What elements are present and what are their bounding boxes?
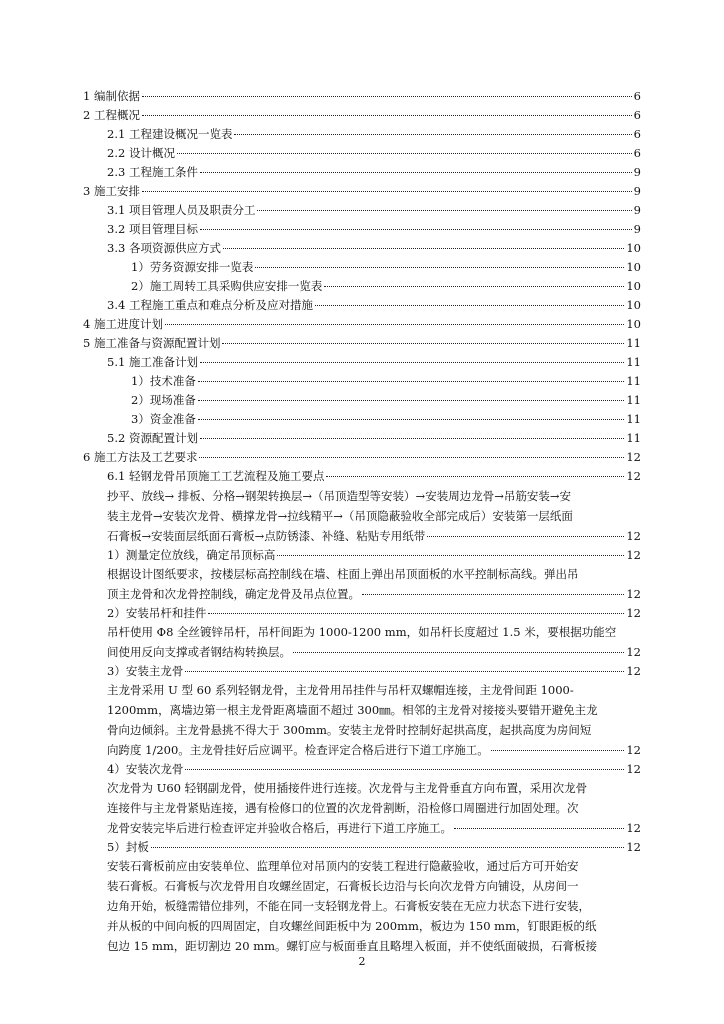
toc-entry[interactable] <box>0 334 641 352</box>
toc-entry[interactable] <box>0 182 641 200</box>
toc-leader <box>185 671 624 672</box>
toc-leader <box>177 153 632 154</box>
toc-entry[interactable] <box>0 277 641 295</box>
page-number: 2 <box>358 955 366 968</box>
toc-title: 4 施工进度计划 <box>83 317 163 331</box>
flow-text: 抄平、放线→ 排板、分格→钢架转换层→（吊顶造型等安装）→安装周边龙骨→吊筋安装→安 <box>107 489 571 503</box>
toc-leader <box>200 229 632 230</box>
toc-title: 2 工程概况 <box>83 108 140 122</box>
toc-page: 9 <box>633 165 641 179</box>
toc-leader <box>362 594 624 595</box>
flow-text: 石膏板→安装面层纸面石膏板→点防锈漆、补缝、粘贴专用纸带 <box>107 529 426 543</box>
toc-leader <box>200 362 624 363</box>
toc-entry[interactable] <box>0 239 641 257</box>
toc-leader <box>151 847 625 848</box>
toc-leader <box>454 828 624 829</box>
toc-leader <box>315 305 624 306</box>
toc-leader <box>324 286 624 287</box>
toc-title: 3.4 工程施工重点和难点分析及应对措施 <box>107 298 313 312</box>
toc-page: 11 <box>626 374 641 388</box>
toc-leader <box>185 769 624 770</box>
toc-entry[interactable] <box>0 163 641 181</box>
toc-title: 5 施工准备与资源配置计划 <box>83 336 221 350</box>
toc-entry[interactable] <box>0 106 641 124</box>
toc-leader <box>223 248 624 249</box>
body-line: 连接件与主龙骨紧贴连接，遇有检修口的位置的次龙骨割断，沿检修口周圈进行加固处理。次 <box>107 801 579 815</box>
section-title: 4）安装次龙骨 <box>107 762 184 776</box>
toc-leader <box>427 536 624 537</box>
toc-entry[interactable] <box>0 144 641 162</box>
body-line: 龙骨安装完毕后进行检查评定并验收合格后，再进行下道工序施工。 <box>107 821 452 835</box>
toc-page: 11 <box>626 431 641 445</box>
toc-entry[interactable] <box>0 838 641 856</box>
body-line: 包边 15 mm，距切割边 20 mm。螺钉应与板面垂直且略埋入板面，并不使纸面破损，石膏板接 <box>107 939 598 953</box>
toc-entry[interactable] <box>0 662 641 680</box>
toc-entry[interactable] <box>0 585 641 603</box>
toc-page: 12 <box>626 529 641 543</box>
toc-page: 12 <box>626 469 641 483</box>
toc-title: 6.1 轻钢龙骨吊顶施工工艺流程及施工要点 <box>107 469 325 483</box>
toc-entry[interactable] <box>0 467 641 485</box>
body-line: 并从板的中间向板的四周固定，自攻螺丝间距板中为 200mm，板边为 150 mm，钉眼距板的纸 <box>107 919 597 933</box>
toc-entry[interactable] <box>0 643 641 661</box>
toc-leader <box>277 555 624 556</box>
toc-entry[interactable] <box>0 760 641 778</box>
body-line: 安装石膏板前应由安装单位、监理单位对吊顶内的安装工程进行隐蔽验收，通过后方可开始安 <box>107 859 579 873</box>
toc-entry[interactable] <box>0 220 641 238</box>
toc-leader <box>198 381 625 382</box>
toc-page: 11 <box>626 412 641 426</box>
toc-page: 10 <box>626 279 641 293</box>
toc-page: 10 <box>626 298 641 312</box>
toc-title: 3.2 项目管理目标 <box>107 222 198 236</box>
body-line: 顶主龙骨和次龙骨控制线，确定龙骨及吊点位置。 <box>107 587 360 601</box>
section-title: 1）测量定位放线，确定吊顶标高 <box>107 548 276 562</box>
toc-page: 10 <box>626 317 641 331</box>
toc-title: 3.1 项目管理人员及职责分工 <box>107 203 256 217</box>
toc-title: 3.3 各项资源供应方式 <box>107 241 221 255</box>
body-line: 1200mm，离墙边第一根主龙骨距离墙面不超过 300㎜。相邻的主龙骨对接接头要错开避免主龙 <box>107 703 598 717</box>
toc-leader <box>293 652 624 653</box>
toc-entry[interactable] <box>0 546 641 564</box>
toc-title: 1）技术准备 <box>131 374 196 388</box>
toc-title: 3 施工安排 <box>83 184 140 198</box>
toc-entry[interactable] <box>0 296 641 314</box>
toc-page: 12 <box>626 743 641 757</box>
toc-leader <box>198 419 625 420</box>
toc-leader <box>165 324 624 325</box>
toc-page: 6 <box>633 89 641 103</box>
toc-page: 12 <box>626 664 641 678</box>
toc-entry[interactable] <box>0 258 641 276</box>
toc-title: 2）现场准备 <box>131 393 196 407</box>
toc-title: 1）劳务资源安排一览表 <box>131 260 254 274</box>
toc-page: 12 <box>626 645 641 659</box>
toc-title: 6 施工方法及工艺要求 <box>83 450 198 464</box>
body-line: 向跨度 1/200。主龙骨挂好后应调平。检查评定合格后进行下道工序施工。 <box>107 743 489 757</box>
toc-page: 9 <box>633 222 641 236</box>
toc-title: 1 编制依据 <box>83 89 140 103</box>
toc-entry[interactable] <box>0 87 641 105</box>
body-line: 骨向边倾斜。主龙骨悬挑不得大于 300mm。安装主龙骨时控制好起拱高度，起拱高度为房间短 <box>107 723 592 737</box>
toc-page: 12 <box>626 821 641 835</box>
toc-title: 2）施工周转工具采购供应安排一览表 <box>131 279 323 293</box>
toc-page: 12 <box>626 450 641 464</box>
toc-entry[interactable] <box>0 353 641 371</box>
toc-leader <box>142 191 632 192</box>
toc-entry[interactable] <box>0 604 641 622</box>
toc-entry[interactable] <box>0 527 641 545</box>
toc-leader <box>326 476 624 477</box>
toc-page: 12 <box>626 606 641 620</box>
toc-title: 3）资金准备 <box>131 412 196 426</box>
toc-page: 6 <box>633 108 641 122</box>
toc-entry[interactable] <box>0 201 641 219</box>
toc-entry[interactable] <box>0 819 641 837</box>
toc-page: 12 <box>626 840 641 854</box>
toc-leader <box>255 267 624 268</box>
toc-page: 10 <box>626 260 641 274</box>
toc-page: 12 <box>626 587 641 601</box>
body-line: 吊杆使用 Φ8 全丝镀锌吊杆，吊杆间距为 1000-1200 mm，如吊杆长度超过 1.5 米，要根据功能空 <box>107 625 617 639</box>
toc-leader <box>200 438 624 439</box>
toc-title: 2.1 工程建设概况一览表 <box>107 127 233 141</box>
toc-entry[interactable] <box>0 391 641 409</box>
toc-title: 5.2 资源配置计划 <box>107 431 198 445</box>
body-line: 间使用反向支撑或者钢结构转换层。 <box>107 645 291 659</box>
toc-leader <box>491 750 625 751</box>
toc-leader <box>234 134 631 135</box>
toc-page: 12 <box>626 762 641 776</box>
toc-leader <box>222 343 624 344</box>
toc-page: 9 <box>633 184 641 198</box>
section-title: 5）封板 <box>107 840 149 854</box>
toc-title: 5.1 施工准备计划 <box>107 355 198 369</box>
body-line: 边角开始，板缝需错位排列，不能在同一支轻钢龙骨上。石膏板安装在无应力状态下进行安装， <box>107 899 590 913</box>
body-line: 主龙骨采用 U 型 60 系列轻钢龙骨，主龙骨用吊挂件与吊杆双螺帽连接，主龙骨间距 1000- <box>107 683 574 697</box>
toc-page: 6 <box>633 146 641 160</box>
toc-leader <box>142 115 632 116</box>
toc-entry[interactable] <box>0 448 641 466</box>
toc-leader <box>198 400 625 401</box>
toc-page: 9 <box>633 203 641 217</box>
toc-page: 11 <box>626 336 641 350</box>
toc-entry[interactable] <box>0 741 641 759</box>
toc-leader <box>199 457 624 458</box>
toc-page: 6 <box>633 127 641 141</box>
toc-leader <box>208 613 624 614</box>
body-line: 次龙骨为 U60 轻钢副龙骨，使用插接件进行连接。次龙骨与主龙骨垂直方向布置，采用次龙骨 <box>107 781 588 795</box>
toc-entry[interactable] <box>0 372 641 390</box>
toc-entry[interactable] <box>0 429 641 447</box>
toc-leader <box>257 210 631 211</box>
toc-page: 11 <box>626 355 641 369</box>
toc-entry[interactable] <box>0 410 641 428</box>
toc-page: 11 <box>626 393 641 407</box>
section-title: 3）安装主龙骨 <box>107 664 184 678</box>
toc-page: 10 <box>626 241 641 255</box>
toc-title: 2.3 工程施工条件 <box>107 165 198 179</box>
flow-text: 装主龙骨→安装次龙骨、横撑龙骨→拉线精平→（吊顶隐蔽验收全部完成后）安装第一层纸面 <box>107 509 573 523</box>
toc-entry[interactable] <box>0 125 641 143</box>
body-line: 根据设计图纸要求，按楼层标高控制线在墙、柱面上弹出吊顶面板的水平控制标高线。弹出吊 <box>107 567 579 581</box>
toc-leader <box>200 172 632 173</box>
toc-entry[interactable] <box>0 315 641 333</box>
toc-leader <box>142 96 632 97</box>
section-title: 2）安装吊杆和挂件 <box>107 606 207 620</box>
body-line: 装石膏板。石膏板与次龙骨用自攻螺丝固定，石膏板长边沿与长向次龙骨方向铺设，从房间一 <box>107 879 579 893</box>
toc-page: 12 <box>626 548 641 562</box>
toc-title: 2.2 设计概况 <box>107 146 175 160</box>
